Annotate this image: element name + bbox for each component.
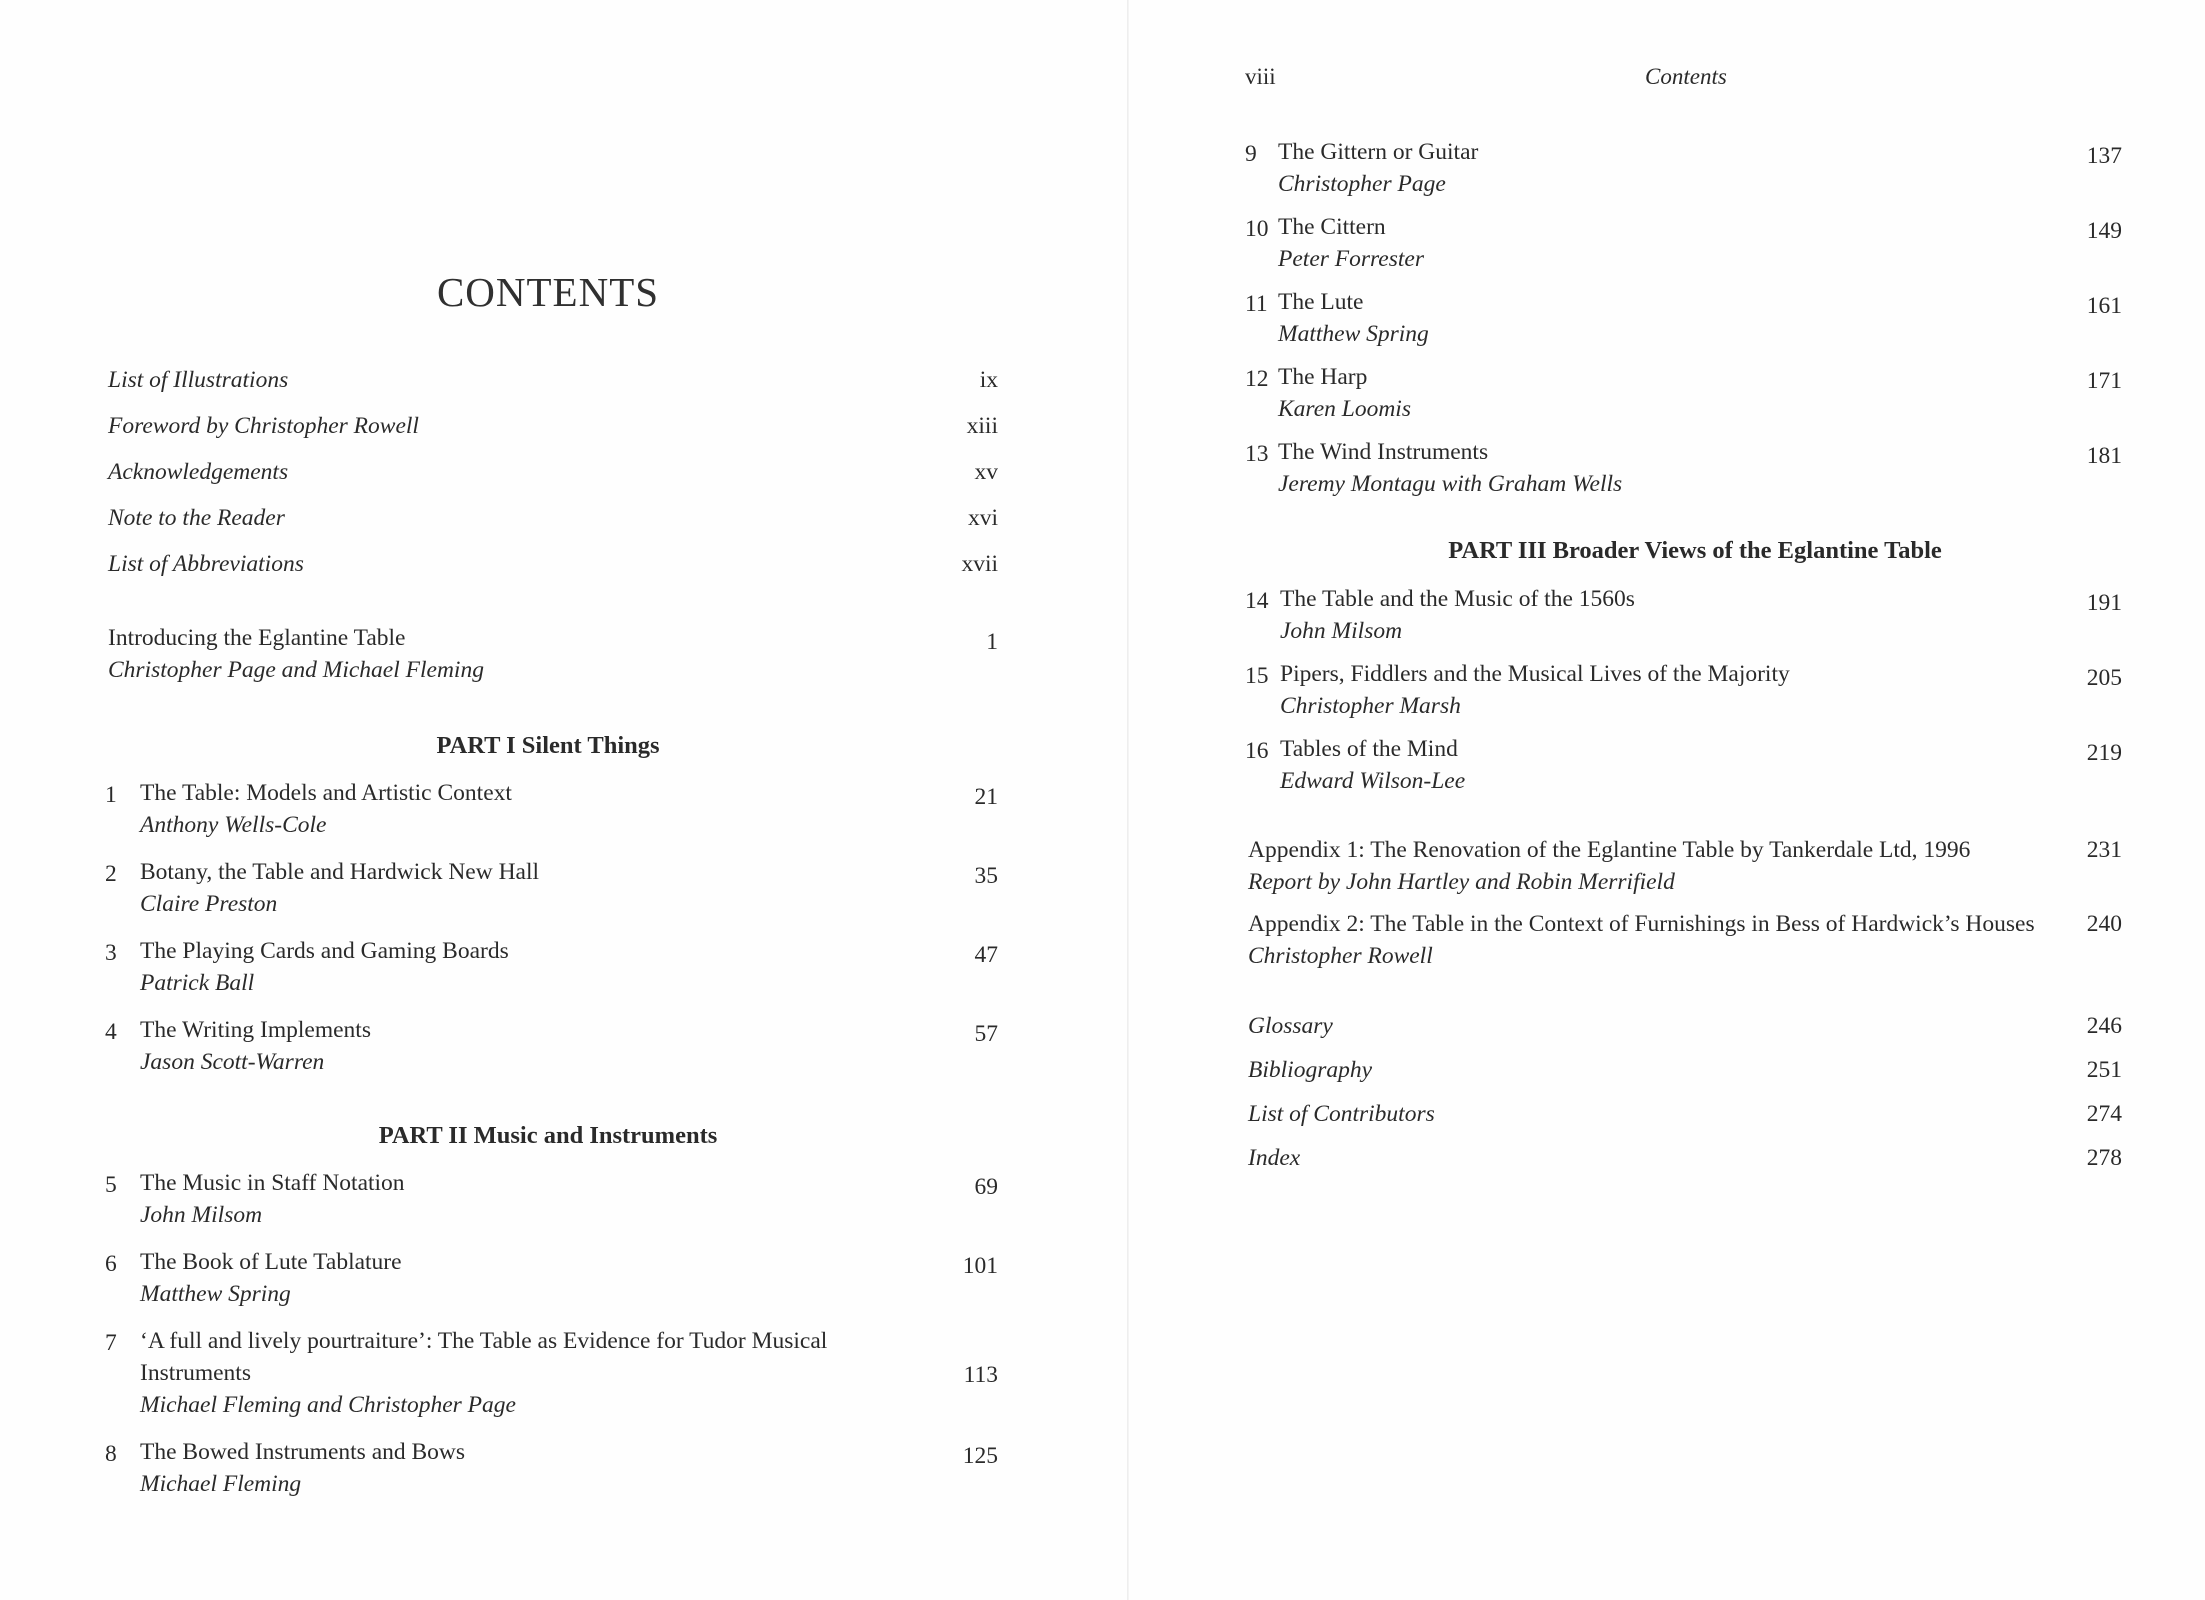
entry-page: 1 <box>986 629 998 655</box>
chapter-title: The Book of Lute Tablature <box>140 1249 402 1275</box>
front-matter-entry <box>108 456 998 488</box>
entry-title: List of Illustrations <box>108 367 289 393</box>
chapter-number: 14 <box>1245 588 1269 614</box>
chapter-title: ‘A full and lively pourtraiture’: The Table as Evidence for Tudor Musical <box>140 1328 828 1354</box>
chapter-page: 219 <box>2086 740 2122 766</box>
entry-author: Christopher Page and Michael Fleming <box>108 657 484 683</box>
entry-page: xv <box>974 459 998 485</box>
part-heading: PART III Broader Views of the Eglantine Table <box>1448 537 1942 564</box>
chapter-title-continued: Instruments <box>140 1360 251 1386</box>
appendix-title: Appendix 2: The Table in the Context of Furnishings in Bess of Hardwick’s Houses <box>1248 911 2035 937</box>
chapter-entry <box>1245 361 2145 431</box>
chapter-author: Edward Wilson-Lee <box>1280 768 1466 794</box>
chapter-page: 69 <box>974 1174 998 1200</box>
chapter-author: Patrick Ball <box>140 970 255 996</box>
chapter-number: 6 <box>105 1251 117 1277</box>
back-matter-list <box>1248 1010 2145 1190</box>
chapter-title: The Music in Staff Notation <box>140 1170 405 1196</box>
chapter-author: John Milsom <box>1280 618 1403 644</box>
chapter-entry <box>1245 211 2145 281</box>
entry-title: List of Abbreviations <box>108 551 304 577</box>
chapter-number: 15 <box>1245 663 1269 689</box>
chapter-author: Michael Fleming <box>140 1471 302 1497</box>
chapter-title: The Harp <box>1278 364 1368 390</box>
right-page <box>1130 0 2205 1600</box>
chapter-title: The Table and the Music of the 1560s <box>1280 586 1635 612</box>
appendix-entry <box>1248 834 2145 904</box>
chapter-title: The Cittern <box>1278 214 1386 240</box>
chapter-number: 2 <box>105 861 117 887</box>
chapter-number: 10 <box>1245 216 1269 242</box>
entry-page: 274 <box>2086 1101 2122 1127</box>
chapter-page: 21 <box>974 784 998 810</box>
chapter-title: The Writing Implements <box>140 1017 371 1043</box>
chapter-page: 161 <box>2086 293 2122 319</box>
chapter-page: 57 <box>974 1021 998 1047</box>
chapter-author: Anthony Wells-Cole <box>140 812 327 838</box>
chapter-entry <box>105 1167 998 1237</box>
chapter-title: The Bowed Instruments and Bows <box>140 1439 466 1465</box>
chapter-number: 4 <box>105 1019 117 1045</box>
front-matter-entry <box>108 410 998 442</box>
chapter-number: 8 <box>105 1441 117 1467</box>
entry-title: Index <box>1248 1145 1301 1171</box>
part-heading: PART II Music and Instruments <box>378 1122 718 1149</box>
chapter-title: The Wind Instruments <box>1278 439 1489 465</box>
back-matter-entry <box>1248 1098 2145 1130</box>
chapter-title: Pipers, Fiddlers and the Musical Lives of the Majority <box>1280 661 1790 687</box>
contents-heading: CONTENTS <box>436 269 660 315</box>
chapter-entry <box>105 1436 998 1506</box>
entry-title: Acknowledgements <box>108 459 289 485</box>
chapter-entry <box>105 935 998 1005</box>
entry-page: 246 <box>2086 1013 2122 1039</box>
chapter-author: Jason Scott-Warren <box>140 1049 325 1075</box>
chapter-title: The Lute <box>1278 289 1364 315</box>
chapter-number: 12 <box>1245 366 1269 392</box>
book-gutter <box>1127 0 1129 1600</box>
chapter-number: 5 <box>105 1172 117 1198</box>
entry-page: 278 <box>2086 1145 2122 1171</box>
entry-page: ix <box>979 367 998 393</box>
appendix-author: Christopher Rowell <box>1248 943 1433 969</box>
chapter-number: 1 <box>105 782 117 808</box>
entry-page: xvii <box>961 551 998 577</box>
entry-title: List of Contributors <box>1248 1101 1435 1127</box>
chapter-page: 149 <box>2086 218 2122 244</box>
chapter-author: Matthew Spring <box>1278 321 1429 347</box>
chapter-page: 113 <box>963 1362 998 1388</box>
intro-entry <box>108 622 998 692</box>
chapter-number: 9 <box>1245 141 1257 167</box>
appendix-author: Report by John Hartley and Robin Merrifield <box>1248 869 1675 895</box>
chapter-number: 13 <box>1245 441 1269 467</box>
chapter-number: 3 <box>105 940 117 966</box>
appendix-entry <box>1248 908 2145 978</box>
chapter-entry <box>105 856 998 926</box>
chapter-entry <box>1245 136 2145 206</box>
entry-page: xvi <box>967 505 998 531</box>
chapter-number: 11 <box>1245 291 1268 317</box>
chapter-title: The Table: Models and Artistic Context <box>140 780 512 806</box>
chapter-entry <box>105 1325 998 1425</box>
chapter-entry <box>105 1246 998 1316</box>
chapter-author: Karen Loomis <box>1278 396 1411 422</box>
chapter-title: The Playing Cards and Gaming Boards <box>140 938 509 964</box>
chapter-page: 47 <box>974 942 998 968</box>
chapter-entry <box>105 777 998 847</box>
chapter-entry <box>1245 286 2145 356</box>
chapter-page: 35 <box>974 863 998 889</box>
entry-title: Bibliography <box>1248 1057 1373 1083</box>
chapter-page: 191 <box>2086 590 2122 616</box>
entry-title: Foreword by Christopher Rowell <box>108 413 419 439</box>
chapter-title: The Gittern or Guitar <box>1278 139 1479 165</box>
chapter-page: 101 <box>962 1253 998 1279</box>
back-matter-entry <box>1248 1054 2145 1086</box>
front-matter-entry <box>108 502 998 534</box>
front-matter-entry <box>108 548 998 580</box>
appendix-title: Appendix 1: The Renovation of the Eglantine Table by Tankerdale Ltd, 1996 <box>1248 837 1971 863</box>
chapter-entry <box>105 1014 998 1084</box>
chapter-page: 125 <box>962 1443 998 1469</box>
chapter-author: Matthew Spring <box>140 1281 291 1307</box>
chapter-entry <box>1245 733 2145 803</box>
appendix-page: 240 <box>2086 911 2122 937</box>
chapter-title: Botany, the Table and Hardwick New Hall <box>140 859 540 885</box>
chapter-page: 171 <box>2086 368 2122 394</box>
chapter-number: 7 <box>105 1330 117 1356</box>
appendix-page: 231 <box>2086 837 2122 863</box>
entry-title: Note to the Reader <box>108 505 285 531</box>
entry-title: Glossary <box>1248 1013 1333 1039</box>
chapter-entry <box>1245 658 2145 728</box>
chapter-entry <box>1245 583 2145 653</box>
front-matter-list <box>108 364 998 584</box>
chapter-author: Peter Forrester <box>1278 246 1424 272</box>
chapter-author: Claire Preston <box>140 891 278 917</box>
chapter-author: Christopher Marsh <box>1280 693 1461 719</box>
entry-page: 251 <box>2086 1057 2122 1083</box>
page-folio: viii <box>1245 64 1276 89</box>
entry-page: xiii <box>966 413 998 439</box>
chapter-page: 181 <box>2086 443 2122 469</box>
part-heading: PART I Silent Things <box>436 732 660 759</box>
chapter-entry <box>1245 436 2145 506</box>
chapter-number: 16 <box>1245 738 1269 764</box>
chapter-title: Tables of the Mind <box>1280 736 1458 762</box>
chapter-page: 137 <box>2086 143 2122 169</box>
chapter-author: Jeremy Montagu with Graham Wells <box>1278 471 1623 497</box>
chapter-author: Christopher Page <box>1278 171 1446 197</box>
running-title: Contents <box>1645 64 1727 89</box>
chapter-author: Michael Fleming and Christopher Page <box>140 1392 516 1418</box>
entry-title: Introducing the Eglantine Table <box>108 625 406 651</box>
chapter-page: 205 <box>2086 665 2122 691</box>
back-matter-entry <box>1248 1142 2145 1174</box>
back-matter-entry <box>1248 1010 2145 1042</box>
front-matter-entry <box>108 364 998 396</box>
chapter-author: John Milsom <box>140 1202 263 1228</box>
